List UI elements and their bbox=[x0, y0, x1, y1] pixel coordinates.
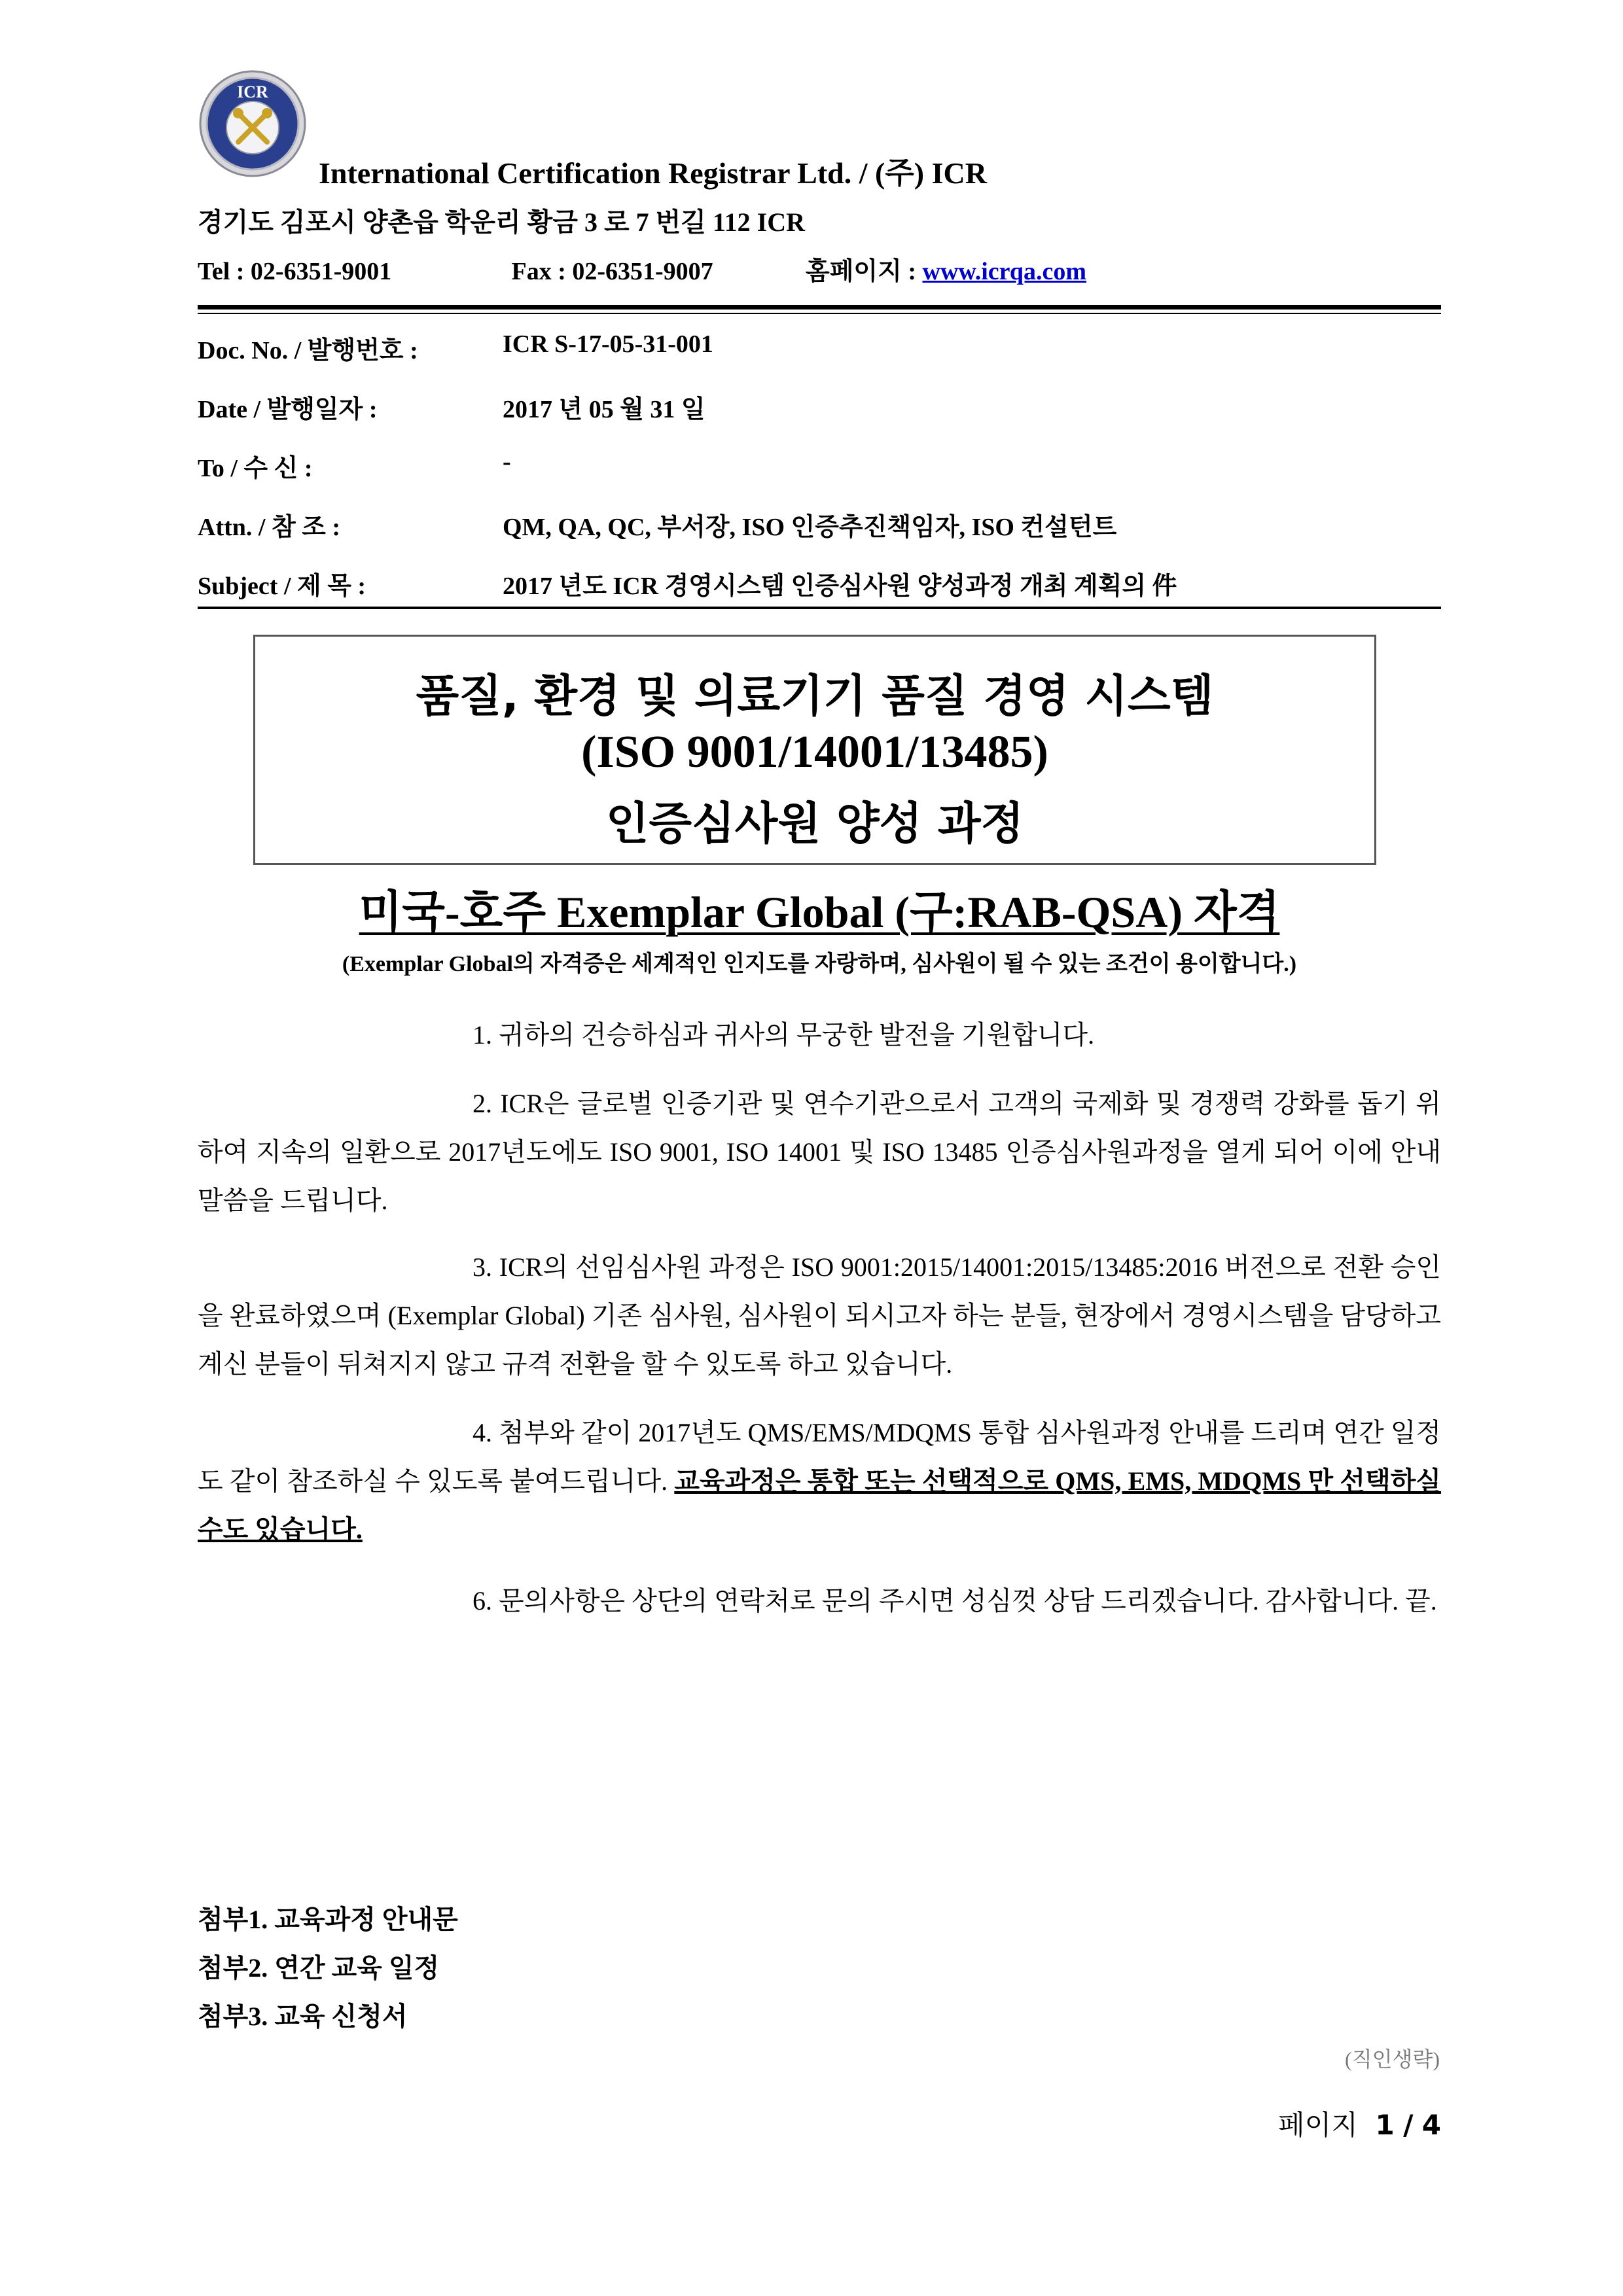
doc-no-value: ICR S-17-05-31-001 bbox=[503, 330, 713, 358]
page-number: 페이지 1 / 4 bbox=[1278, 2109, 1441, 2141]
qualification-subtitle-text: 미국-호주 Exemplar Global (구:RAB-QSA) 자격 bbox=[359, 887, 1280, 937]
company-address: 경기도 김포시 양촌읍 학운리 황금 3 로 7 번길 112 ICR bbox=[198, 207, 806, 237]
subject-value: 2017 년도 ICR 경영시스템 인증심사원 양성과정 개최 계획의 件 bbox=[503, 573, 1177, 600]
attn-label: Attn. / 참 조 : bbox=[198, 514, 341, 541]
attachment-1: 첨부1. 교육과정 안내문 bbox=[198, 1905, 458, 1934]
meta-rule bbox=[198, 607, 1441, 609]
contact-line bbox=[198, 251, 1086, 287]
svg-text:ICR: ICR bbox=[237, 82, 268, 101]
tel-number: Tel : 02-6351-9001 bbox=[198, 258, 392, 285]
qualification-subtitle bbox=[198, 877, 1441, 940]
paragraph-4-emphasis: 교육과정은 통합 또는 선택적으로 QMS, EMS, MDQMS 만 선택하실 수도 있습니다. bbox=[198, 1466, 1441, 1544]
to-value: - bbox=[503, 448, 511, 476]
attachment-2: 첨부2. 연간 교육 일정 bbox=[198, 1953, 440, 1983]
course-title-line1: 품질, 환경 및 의료기기 품질 경영 시스템 bbox=[416, 671, 1214, 722]
paragraph-4: 4. 첨부와 같이 2017년도 QMS/EMS/MDQMS 통합 심사원과정 안내를 드리며 연간 일정도 같이 참조하실 수 있도록 붙여드립니다. 교육과정은 통합 또는 선택적으로 QMS, EMS, MDQMS 만 선택하실 수도 있습니다. bbox=[198, 1418, 1441, 1544]
subject-label: Subject / 제 목 : bbox=[198, 573, 366, 600]
company-name: International Certification Registrar Ltd. / (주) ICR bbox=[319, 156, 987, 190]
qualification-note: (Exemplar Global의 자격증은 세계적인 인지도를 자랑하며, 심사원이 될 수 있는 조건이 용이합니다.) bbox=[342, 952, 1297, 976]
attn-value: QM, QA, QC, 부서장, ISO 인증추진책임자, ISO 컨설턴트 bbox=[503, 514, 1117, 541]
course-title-line2: (ISO 9001/14001/13485) bbox=[581, 727, 1048, 777]
doc-no-label: Doc. No. / 발행번호 : bbox=[198, 337, 418, 364]
homepage-link[interactable]: www.icrqa.com bbox=[922, 258, 1086, 285]
date-value: 2017 년 05 월 31 일 bbox=[503, 396, 705, 423]
header-rule-thin bbox=[198, 313, 1441, 314]
course-title-line3: 인증심사원 양성 과정 bbox=[605, 798, 1024, 850]
paragraph-3: 3. ICR의 선임심사원 과정은 ISO 9001:2015/14001:2015/13485:2016 버전으로 전환 승인을 완료하였으며 (Exemplar Global) 기존 심사원, 심사원이 되시고자 하는 분들, 현장에서 경영시스템을 담당하고 계신 분들이 뒤쳐지지 않고 규격 전환을 할 수 있도록 하고 있습니다. bbox=[198, 1252, 1441, 1379]
paragraph-1: 1. 귀하의 건승하심과 귀사의 무궁한 발전을 기원합니다. bbox=[473, 1020, 1095, 1050]
seal-omitted-note: (직인생략) bbox=[1345, 2047, 1440, 2071]
paragraph-2: 2. ICR은 글로벌 인증기관 및 연수기관으로서 고객의 국제화 및 경쟁력 강화를 돕기 위하여 지속의 일환으로 2017년도에도 ISO 9001, ISO 14001 및 ISO 13485 인증심사원과정을 열게 되어 이에 안내 말씀을 드립니다. bbox=[198, 1089, 1441, 1215]
company-logo bbox=[198, 69, 308, 179]
fax-number: Fax : 02-6351-9007 bbox=[511, 258, 713, 285]
to-label: To / 수 신 : bbox=[198, 455, 313, 482]
paragraph-6: 6. 문의사항은 상단의 연락처로 문의 주시면 성심껏 상담 드리겠습니다. 감사합니다. 끝. bbox=[473, 1586, 1437, 1616]
attachment-3: 첨부3. 교육 신청서 bbox=[198, 2002, 408, 2031]
date-label: Date / 발행일자 : bbox=[198, 396, 378, 423]
homepage-label: 홈페이지 : bbox=[806, 258, 916, 285]
header-rule bbox=[198, 305, 1441, 309]
